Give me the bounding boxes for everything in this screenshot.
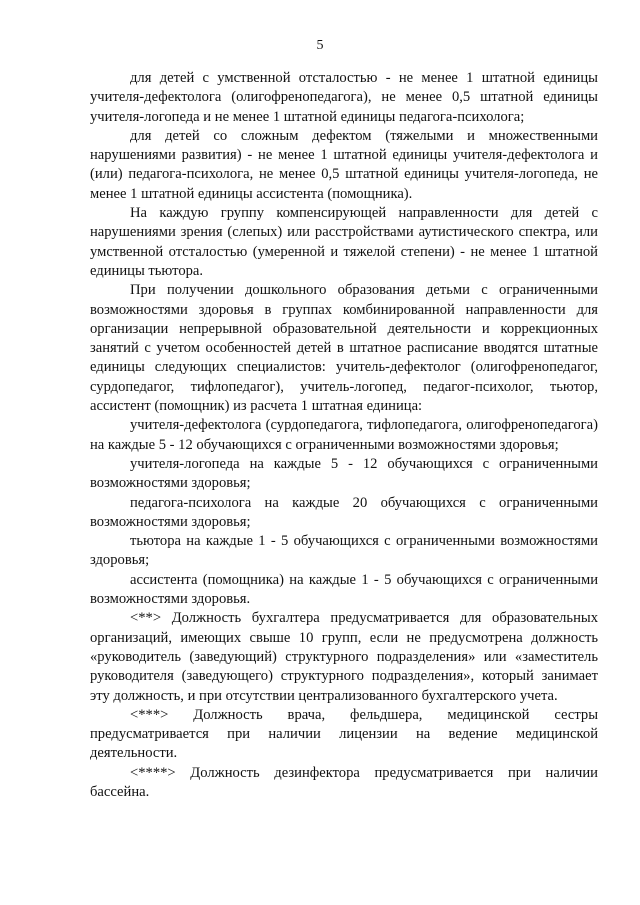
body-text [90,69,598,802]
footnote-disinfector: <****> Должность дезинфектора предусматривается при наличии бассейна. [90,764,598,800]
footnote-accountant: <**> Должность бухгалтера предусматривается для образовательных организаций, имеющих свыше 10 групп, если не предусмотрена должность «руководитель (заведующий) структурного подразделения» или «заместитель руководителя (заведующего) структурного подразделения», который занимает эту должность, и при отсутствии централизованного бухгалтерского учета. [90,610,598,704]
list-item-defectologist: учителя-дефектолога (сурдопедагога, тифлопедагога, олигофренопедагога) на каждые 5 - 12 обучающихся с ограниченными возможностями здоровья; [90,417,598,453]
list-item-assistant: ассистента (помощника) на каждые 1 - 5 обучающихся с ограниченными возможностями здоровья. [90,571,598,608]
page-number: 5 [316,38,324,53]
footnote-medical: <***> Должность врача, фельдшера, медицинской сестры предусматривается при наличии лицензии на ведение медицинской деятельности. [90,706,598,762]
paragraph-complex-defect: для детей со сложным дефектом (тяжелыми и множественными нарушениями развития) - не менее 1 штатной единицы учителя-дефектолога и (или) педагога-психолога, не менее 0,5 штатной единицы учителя-логопеда, не менее 1 штатной единицы ассистента (помощника). [90,127,598,202]
paragraph-mental-retardation: для детей с умственной отсталостью - не менее 1 штатной единицы учителя-дефектолога (олигофренопедагога), не менее 0,5 штатной единицы учителя-логопеда и не менее 1 штатной единицы педагога-психолога; [90,70,598,125]
list-item-speech-therapist: учителя-логопеда на каждые 5 - 12 обучающихся с ограниченными возможностями здоровья; [90,455,598,492]
paragraph-combined-groups: При получении дошкольного образования детьми с ограниченными возможностями здоровья в группах комбинированной направленности для организации непрерывной образовательной деятельности и коррекционных занятий с учетом особенностей детей в штатное расписание вводятся штатные единицы следующих специалистов: учитель-дефектолог (олигофренопедагог, сурдопедагог, тифлопедагог), учитель-логопед, педагог-психолог, тьютор, ассистент (помощник) из расчета 1 штатная единица: [90,282,598,415]
list-item-tutor: тьютора на каждые 1 - 5 обучающихся с ограниченными возможностями здоровья; [90,533,598,569]
list-item-psychologist: педагога-психолога на каждые 20 обучающихся с ограниченными возможностями здоровья; [90,494,598,530]
paragraph-compensating-groups: На каждую группу компенсирующей направленности для детей с нарушениями зрения (слепых) или расстройствами аутистического спектра, или умственной отсталостью (умеренной и тяжелой степени) - не менее 1 штатной единицы тьютора. [90,205,598,279]
